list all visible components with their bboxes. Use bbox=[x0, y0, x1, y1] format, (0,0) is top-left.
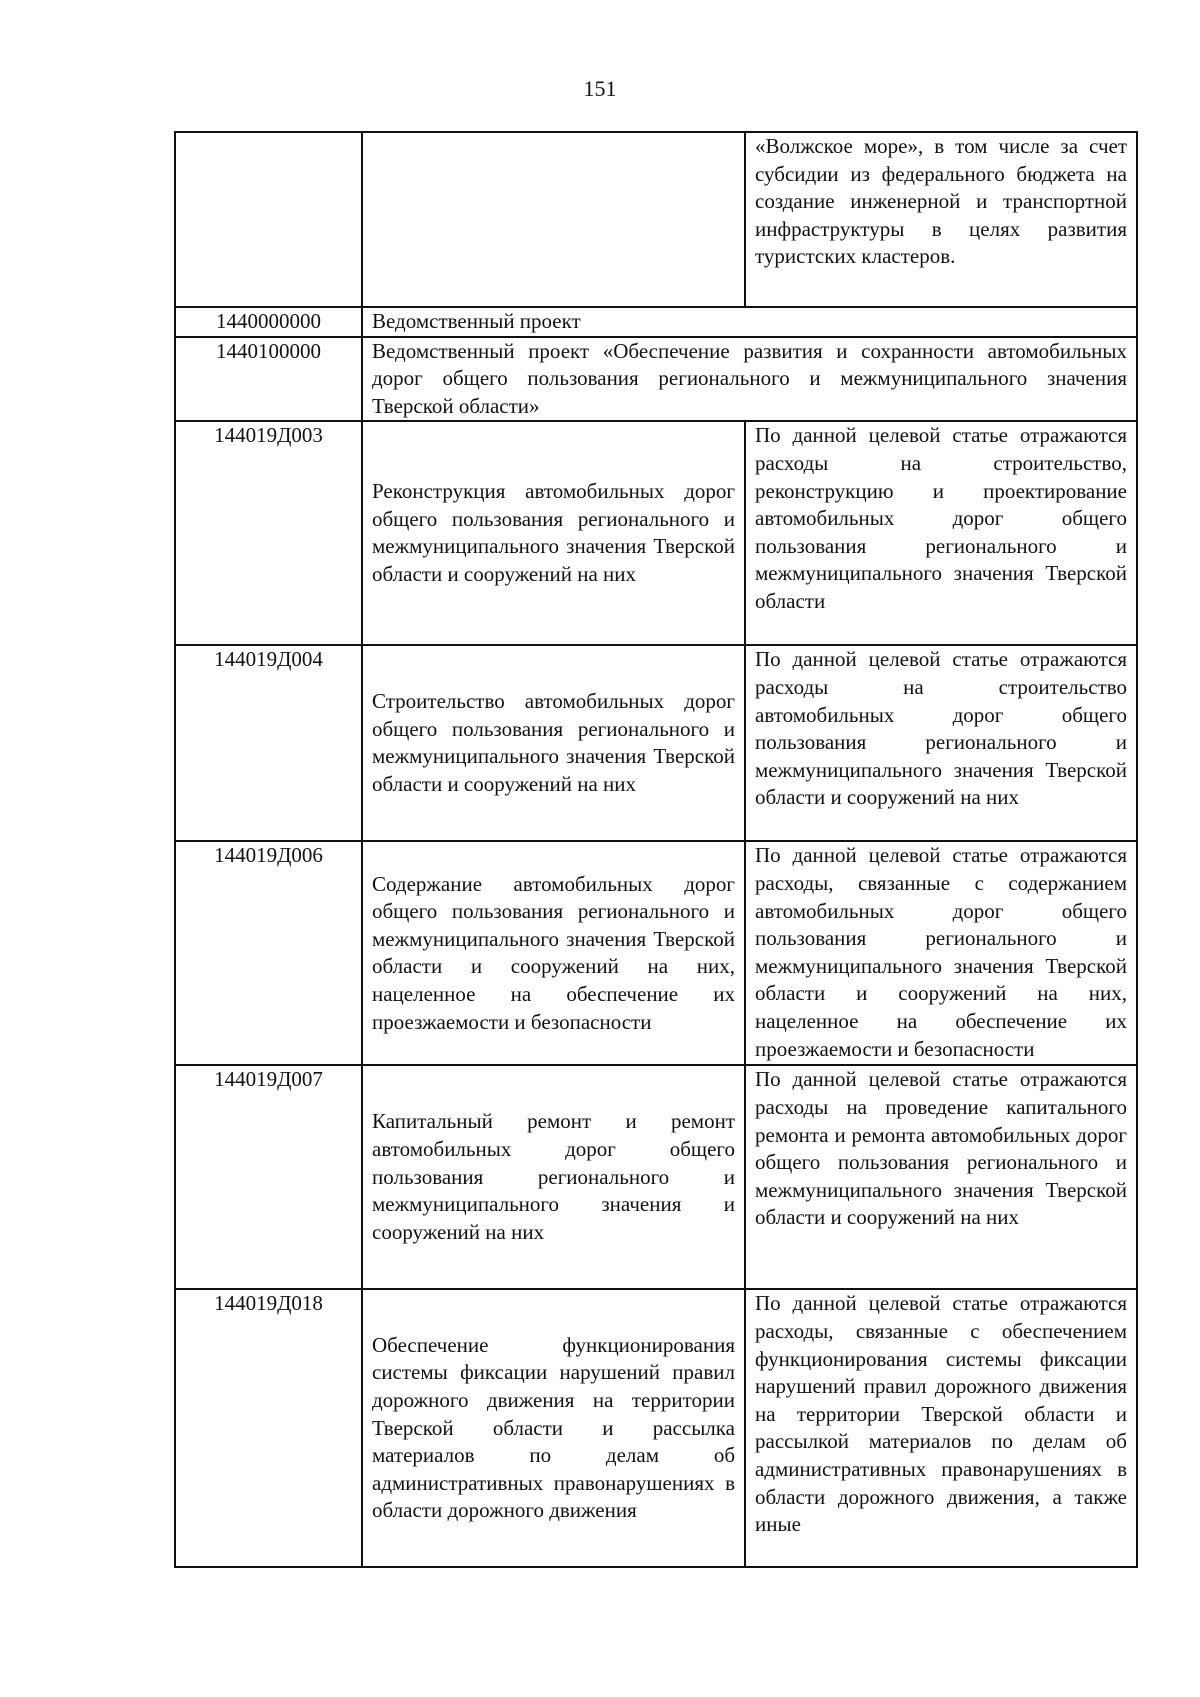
page-number: 151 bbox=[583, 76, 617, 101]
name-cell: Реконструкция автомобильных дорог общего пользования регионального и межмуниципального значения Тверской области и сооружений на них bbox=[362, 421, 745, 645]
code-cell: 144019Д006 bbox=[175, 841, 362, 1065]
description-cell: По данной целевой статье отражаются расходы на строительство, реконструкцию и проектирование автомобильных дорог общего пользования регионального и межмуниципального значения Тверской области bbox=[745, 421, 1137, 645]
table-row bbox=[175, 421, 1137, 645]
description-cell: По данной целевой статье отражаются расходы, связанные с содержанием автомобильных дорог общего пользования регионального и межмуниципального значения Тверской области и сооружений на них, нацеленное на обеспечение их проезжаемости и безопасности bbox=[745, 841, 1137, 1065]
name-cell: Ведомственный проект «Обеспечение развития и сохранности автомобильных дорог общего пользования регионального и межмуниципального значения Тверской области» bbox=[362, 337, 1137, 422]
code-cell: 144019Д007 bbox=[175, 1065, 362, 1289]
description-cell: По данной целевой статье отражаются расходы на строительство автомобильных дорог общего пользования регионального и межмуниципального значения Тверской области и сооружений на них bbox=[745, 645, 1137, 841]
description-cell: По данной целевой статье отражаются расходы, связанные с обеспечением функционирования системы фиксации нарушений правил дорожного движения на территории Тверской области и рассылкой материалов по делам об административных правонарушениях в области дорожного движения, а также иные bbox=[745, 1289, 1137, 1567]
code-cell: 144019Д004 bbox=[175, 645, 362, 841]
name-cell: Капитальный ремонт и ремонт автомобильных дорог общего пользования регионального и межмуниципального значения и сооружений на них bbox=[362, 1065, 745, 1289]
description-cell: По данной целевой статье отражаются расходы на проведение капитального ремонта и ремонта автомобильных дорог общего пользования регионального и межмуниципального значения Тверской области и сооружений на них bbox=[745, 1065, 1137, 1289]
table-row bbox=[175, 1065, 1137, 1289]
description-cell: «Волжское море», в том числе за счет субсидии из федерального бюджета на создание инженерной и транспортной инфраструктуры в целях развития туристских кластеров. bbox=[745, 132, 1137, 307]
name-cell: Ведомственный проект bbox=[362, 307, 1137, 337]
table-row bbox=[175, 132, 1137, 307]
table-row bbox=[175, 645, 1137, 841]
table-row bbox=[175, 1289, 1137, 1567]
code-cell: 144019Д003 bbox=[175, 421, 362, 645]
table-row bbox=[175, 841, 1137, 1065]
table-row bbox=[175, 337, 1137, 422]
budget-classification-table bbox=[174, 131, 1138, 1568]
name-cell: Обеспечение функционирования системы фиксации нарушений правил дорожного движения на территории Тверской области и рассылка материалов по делам об административных правонарушениях в области дорожного движения bbox=[362, 1289, 745, 1567]
code-cell: 144019Д018 bbox=[175, 1289, 362, 1567]
table-row bbox=[175, 307, 1137, 337]
name-cell: Содержание автомобильных дорог общего пользования регионального и межмуниципального значения Тверской области и сооружений на них, нацеленное на обеспечение их проезжаемости и безопасности bbox=[362, 841, 745, 1065]
name-cell: Строительство автомобильных дорог общего пользования регионального и межмуниципального значения Тверской области и сооружений на них bbox=[362, 645, 745, 841]
code-cell: 1440000000 bbox=[175, 307, 362, 337]
name-cell bbox=[362, 132, 745, 307]
code-cell bbox=[175, 132, 362, 307]
code-cell: 1440100000 bbox=[175, 337, 362, 422]
